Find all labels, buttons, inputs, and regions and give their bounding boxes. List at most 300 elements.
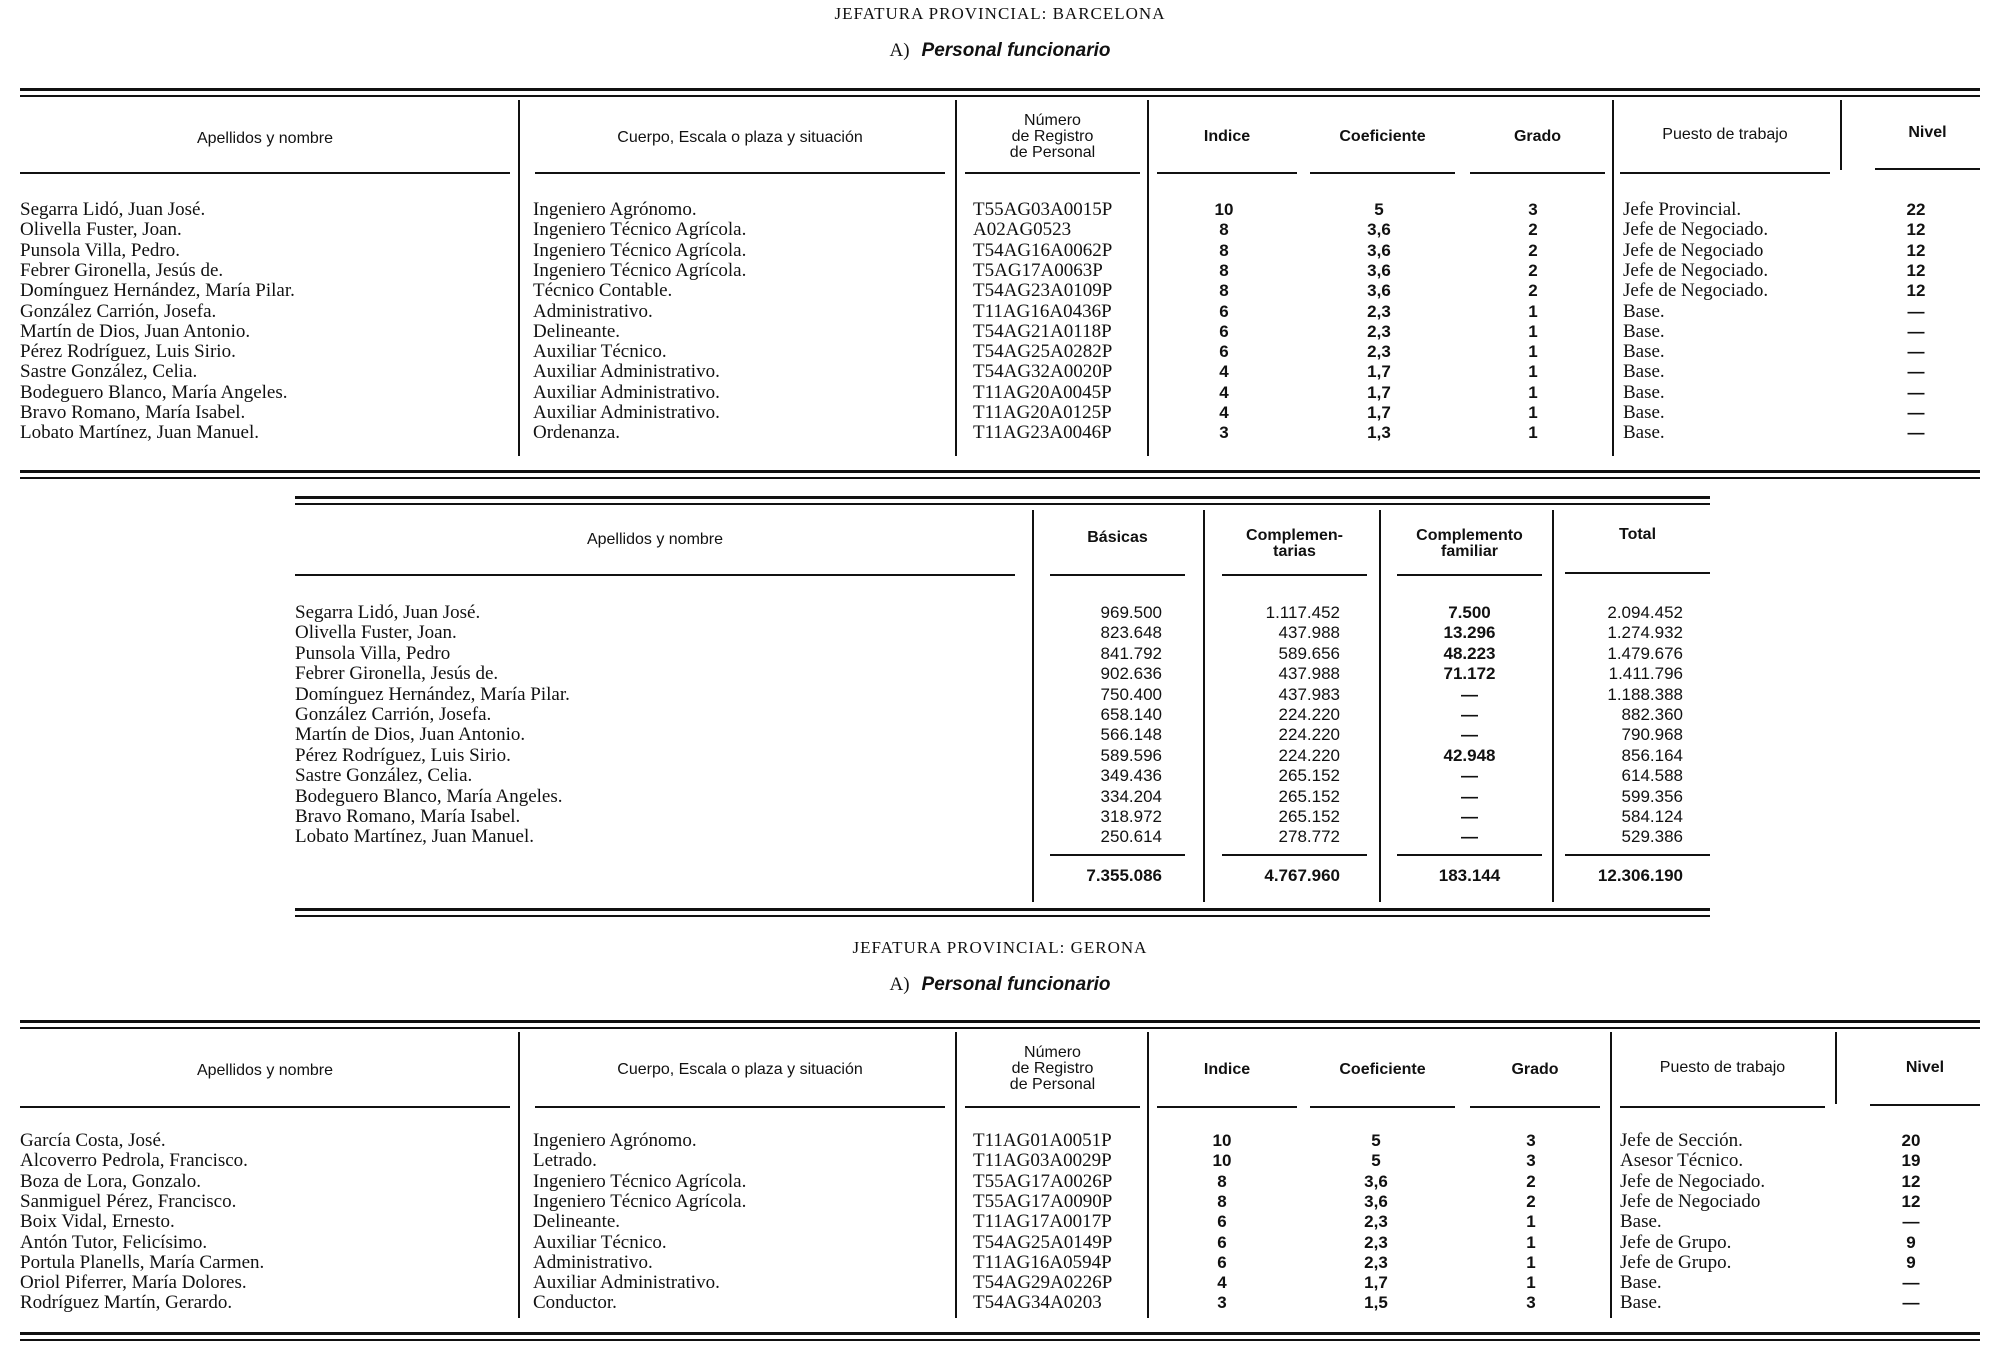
registro-cell: T11AG03A0029P <box>973 1150 1112 1172</box>
basicas-cell: 658.140 <box>1100 705 1162 724</box>
name-cell: González Carrión, Josefa. <box>20 300 217 322</box>
nivel-cell: 12 <box>1906 240 1926 260</box>
table-row <box>0 1212 2000 1232</box>
table-row <box>0 623 2000 643</box>
gerona-top-rule <box>20 1020 1980 1029</box>
name-cell: Punsola Villa, Pedro <box>295 642 451 664</box>
gerona-header-coeficiente: Coeficiente <box>1339 1061 1426 1078</box>
puesto-cell: Base. <box>1623 381 1665 403</box>
coeficiente-cell: 3,6 <box>1364 1171 1388 1191</box>
table-row <box>0 746 2000 766</box>
coeficiente-cell: 1,5 <box>1364 1293 1388 1313</box>
barcelona-header-underline <box>1310 172 1455 174</box>
familiar-cell: — <box>1461 684 1478 704</box>
salary-header-familiar-line: Complemento <box>1416 527 1523 544</box>
name-cell: Martín de Dios, Juan Antonio. <box>20 320 251 342</box>
salary-total-total: 12.306.190 <box>1597 866 1683 885</box>
name-cell: Bodeguero Blanco, María Angeles. <box>20 381 288 403</box>
name-cell: Pérez Rodríguez, Luis Sirio. <box>295 744 511 766</box>
puesto-cell: Base. <box>1623 341 1665 363</box>
grado-cell: 3 <box>1526 1131 1536 1150</box>
name-cell: Segarra Lidó, Juan José. <box>20 199 206 220</box>
name-cell: Rodríguez Martín, Gerardo. <box>20 1292 233 1314</box>
nivel-cell: — <box>1907 362 1925 382</box>
salary-header-underline <box>1565 572 1710 574</box>
indice-cell: 4 <box>1219 362 1229 382</box>
name-cell: Sastre González, Celia. <box>295 765 473 787</box>
salary-header-basicas: Básicas <box>1087 529 1148 546</box>
indice-cell: 6 <box>1219 321 1229 341</box>
name-cell: Pérez Rodríguez, Luis Sirio. <box>20 341 236 363</box>
grado-cell: 3 <box>1526 1293 1536 1313</box>
cuerpo-cell: Ordenanza. <box>533 422 621 444</box>
indice-cell: 8 <box>1217 1191 1227 1211</box>
registro-cell: T54AG21A0118P <box>973 320 1112 342</box>
coeficiente-cell: 2,3 <box>1364 1252 1388 1272</box>
nivel-cell: 12 <box>1906 220 1926 240</box>
gerona-header-underline <box>1310 1106 1455 1108</box>
coeficiente-cell: 5 <box>1371 1151 1381 1171</box>
barcelona-header-registro <box>965 113 1140 161</box>
barcelona-header-indice: Indice <box>1203 128 1251 145</box>
puesto-cell: Jefe de Grupo. <box>1620 1251 1732 1273</box>
familiar-cell: 7.500 <box>1448 603 1491 622</box>
salary-header-familiar-line: familiar <box>1441 543 1498 560</box>
gerona-bottom-rule <box>20 1332 1980 1341</box>
registro-cell: T5AG17A0063P <box>973 259 1103 281</box>
registro-cell: T11AG17A0017P <box>973 1211 1112 1233</box>
familiar-cell: — <box>1461 705 1478 724</box>
indice-cell: 4 <box>1219 382 1229 402</box>
barcelona-header-underline <box>1875 168 1980 170</box>
barcelona-header-underline <box>1620 172 1830 174</box>
table-row <box>0 403 2000 423</box>
gerona-header-underline <box>535 1106 945 1108</box>
nivel-cell: 12 <box>1901 1171 1921 1191</box>
basicas-cell: 589.596 <box>1100 745 1162 765</box>
table-row <box>0 322 2000 342</box>
table-row <box>0 342 2000 362</box>
table-row <box>0 1293 2000 1313</box>
barcelona-header-puesto: Puesto de trabajo <box>1662 126 1788 143</box>
gerona-header-underline <box>1470 1106 1600 1108</box>
table-row <box>0 302 2000 322</box>
gerona-header-puesto: Puesto de trabajo <box>1659 1059 1786 1076</box>
indice-cell: 6 <box>1219 301 1229 321</box>
familiar-cell: — <box>1461 827 1478 847</box>
name-cell: Punsola Villa, Pedro. <box>20 239 181 261</box>
table-row <box>0 685 2000 705</box>
grado-cell: 1 <box>1528 321 1538 341</box>
registro-cell: T55AG17A0090P <box>973 1190 1113 1212</box>
complementarias-cell: 224.220 <box>1278 705 1340 724</box>
nivel-cell: — <box>1902 1293 1920 1313</box>
cuerpo-cell: Delineante. <box>533 320 621 342</box>
grado-cell: 2 <box>1528 260 1538 280</box>
nivel-cell: — <box>1907 321 1925 341</box>
table-row <box>0 1192 2000 1212</box>
gerona-header-nivel: Nivel <box>1905 1059 1945 1076</box>
cuerpo-cell: Ingeniero Agrónomo. <box>533 1130 697 1151</box>
cuerpo-cell: Auxiliar Administrativo. <box>533 361 720 383</box>
registro-cell: T54AG16A0062P <box>973 239 1113 261</box>
name-cell: Olivella Fuster, Joan. <box>20 219 182 241</box>
gerona-header-registro-line: de Registro <box>1011 1060 1094 1077</box>
familiar-cell: — <box>1461 786 1478 806</box>
grado-cell: 3 <box>1526 1151 1536 1171</box>
barcelona-header-nivel: Nivel <box>1908 124 1947 141</box>
registro-cell: T11AG16A0436P <box>973 300 1112 322</box>
coeficiente-cell: 2,3 <box>1364 1212 1388 1232</box>
cuerpo-cell: Auxiliar Administrativo. <box>533 402 720 423</box>
name-cell: García Costa, José. <box>20 1130 166 1151</box>
barcelona-header-registro-line: Número <box>1024 112 1081 129</box>
indice-cell: 6 <box>1219 342 1229 362</box>
puesto-cell: Base. <box>1623 300 1665 322</box>
nivel-cell: 12 <box>1906 281 1926 301</box>
cuerpo-cell: Administrativo. <box>533 300 653 322</box>
cuerpo-cell: Ingeniero Técnico Agrícola. <box>533 1190 747 1212</box>
indice-cell: 4 <box>1217 1273 1227 1293</box>
coeficiente-cell: 2,3 <box>1367 321 1391 341</box>
coeficiente-cell: 1,7 <box>1367 362 1391 382</box>
gerona-header-grado: Grado <box>1511 1061 1559 1078</box>
grado-cell: 3 <box>1528 200 1538 219</box>
gerona-header-underline <box>1620 1106 1825 1108</box>
grado-cell: 1 <box>1528 382 1538 402</box>
table-row <box>0 705 2000 725</box>
grado-cell: 1 <box>1526 1232 1536 1252</box>
total-cell: 790.968 <box>1621 725 1683 745</box>
registro-cell: T55AG17A0026P <box>973 1170 1113 1192</box>
basicas-cell: 902.636 <box>1100 664 1162 684</box>
complementarias-cell: 589.656 <box>1278 643 1340 663</box>
complementarias-cell: 224.220 <box>1278 745 1340 765</box>
name-cell: Bravo Romano, María Isabel. <box>295 806 521 827</box>
name-cell: Oriol Piferrer, María Dolores. <box>20 1272 247 1294</box>
table-row <box>0 807 2000 827</box>
puesto-cell: Base. <box>1623 402 1665 423</box>
salary-sum-rule <box>1050 854 1185 856</box>
gerona-section-letter: A) <box>889 974 910 995</box>
salary-header-name: Apellidos y nombre <box>586 531 724 548</box>
registro-cell: T11AG23A0046P <box>973 422 1112 444</box>
indice-cell: 8 <box>1219 281 1229 301</box>
table-row <box>0 281 2000 301</box>
barcelona-section-letter: A) <box>889 40 910 61</box>
name-cell: Alcoverro Pedrola, Francisco. <box>20 1150 248 1172</box>
registro-cell: T55AG03A0015P <box>973 199 1113 220</box>
barcelona-header-underline <box>20 172 510 174</box>
coeficiente-cell: 3,6 <box>1367 281 1391 301</box>
registro-cell: T54AG25A0149P <box>973 1231 1113 1253</box>
puesto-cell: Asesor Técnico. <box>1620 1150 1744 1172</box>
complementarias-cell: 278.772 <box>1278 827 1340 847</box>
coeficiente-cell: 1,7 <box>1364 1273 1388 1293</box>
salary-header-underline <box>1222 574 1367 576</box>
table-row <box>0 200 2000 220</box>
gerona-header-underline <box>1870 1104 1980 1106</box>
grado-cell: 2 <box>1528 281 1538 301</box>
barcelona-col-divider <box>1840 100 1842 170</box>
table-row <box>0 766 2000 786</box>
salary-bottom-rule <box>295 908 1710 917</box>
nivel-cell: 9 <box>1906 1252 1916 1272</box>
coeficiente-cell: 3,6 <box>1364 1191 1388 1211</box>
salary-totals-row <box>0 866 2000 886</box>
table-row <box>0 220 2000 240</box>
salary-total-complementarias: 4.767.960 <box>1264 866 1340 885</box>
grado-cell: 1 <box>1528 423 1538 443</box>
name-cell: Sanmiguel Pérez, Francisco. <box>20 1190 237 1212</box>
gerona-header-underline <box>1157 1106 1297 1108</box>
familiar-cell: — <box>1461 807 1478 826</box>
puesto-cell: Jefe de Sección. <box>1620 1130 1743 1151</box>
coeficiente-cell: 3,6 <box>1367 220 1391 240</box>
familiar-cell: 71.172 <box>1443 664 1496 684</box>
table-row <box>0 787 2000 807</box>
puesto-cell: Jefe de Negociado. <box>1623 280 1769 302</box>
nivel-cell: — <box>1907 301 1925 321</box>
puesto-cell: Base. <box>1623 320 1665 342</box>
registro-cell: T11AG20A0125P <box>973 402 1112 423</box>
cuerpo-cell: Delineante. <box>533 1211 621 1233</box>
gerona-header-registro <box>965 1045 1140 1093</box>
name-cell: Sastre González, Celia. <box>20 361 198 383</box>
nivel-cell: 22 <box>1906 200 1926 219</box>
grado-cell: 1 <box>1528 403 1538 422</box>
basicas-cell: 334.204 <box>1100 786 1162 806</box>
barcelona-header-underline <box>965 172 1140 174</box>
cuerpo-cell: Ingeniero Técnico Agrícola. <box>533 1170 747 1192</box>
complementarias-cell: 437.988 <box>1278 623 1340 643</box>
complementarias-cell: 437.983 <box>1278 684 1340 704</box>
puesto-cell: Base. <box>1623 422 1665 444</box>
puesto-cell: Base. <box>1620 1211 1662 1233</box>
complementarias-cell: 1.117.452 <box>1265 603 1340 622</box>
coeficiente-cell: 1,7 <box>1367 382 1391 402</box>
barcelona-top-rule <box>20 88 1980 97</box>
coeficiente-cell: 2,3 <box>1367 301 1391 321</box>
indice-cell: 8 <box>1219 240 1229 260</box>
total-cell: 856.164 <box>1621 745 1683 765</box>
registro-cell: T54AG32A0020P <box>973 361 1113 383</box>
gerona-section-heading <box>0 974 2000 996</box>
total-cell: 882.360 <box>1621 705 1683 724</box>
nivel-cell: 20 <box>1901 1131 1921 1150</box>
puesto-cell: Jefe de Negociado <box>1623 239 1764 261</box>
table-row <box>0 644 2000 664</box>
name-cell: Febrer Gironella, Jesús de. <box>20 259 224 281</box>
coeficiente-cell: 1,3 <box>1367 423 1391 443</box>
gerona-header-underline <box>20 1106 510 1108</box>
indice-cell: 6 <box>1217 1212 1227 1232</box>
name-cell: Bodeguero Blanco, María Angeles. <box>295 785 563 807</box>
salary-sum-rule <box>1397 854 1542 856</box>
grado-cell: 1 <box>1526 1273 1536 1293</box>
grado-cell: 2 <box>1528 220 1538 240</box>
complementarias-cell: 265.152 <box>1278 786 1340 806</box>
barcelona-header-grado: Grado <box>1513 128 1562 145</box>
cuerpo-cell: Auxiliar Administrativo. <box>533 381 720 403</box>
indice-cell: 10 <box>1212 1151 1232 1171</box>
cuerpo-cell: Letrado. <box>533 1150 597 1172</box>
registro-cell: A02AG0523 <box>973 219 1072 241</box>
familiar-cell: 13.296 <box>1443 623 1496 643</box>
barcelona-section-heading <box>0 40 2000 62</box>
cuerpo-cell: Ingeniero Técnico Agrícola. <box>533 219 747 241</box>
basicas-cell: 566.148 <box>1100 725 1162 745</box>
cuerpo-cell: Auxiliar Técnico. <box>533 341 667 363</box>
grado-cell: 1 <box>1526 1252 1536 1272</box>
registro-cell: T54AG34A0203 <box>973 1292 1102 1314</box>
grado-cell: 1 <box>1528 301 1538 321</box>
salary-total-basicas: 7.355.086 <box>1086 866 1162 885</box>
table-row <box>0 241 2000 261</box>
puesto-cell: Jefe de Negociado. <box>1620 1170 1766 1192</box>
salary-header-complementarias-line: tarias <box>1273 543 1316 560</box>
name-cell: González Carrión, Josefa. <box>295 704 492 725</box>
barcelona-header-registro-line: de Registro <box>1011 128 1094 145</box>
name-cell: Boix Vidal, Ernesto. <box>20 1211 175 1233</box>
table-row <box>0 383 2000 403</box>
total-cell: 2.094.452 <box>1607 603 1683 622</box>
grado-cell: 1 <box>1526 1212 1536 1232</box>
salary-header-familiar <box>1397 528 1542 560</box>
nivel-cell: 9 <box>1906 1232 1916 1252</box>
nivel-cell: — <box>1907 342 1925 362</box>
complementarias-cell: 224.220 <box>1278 725 1340 745</box>
table-row <box>0 1233 2000 1253</box>
gerona-header-name: Apellidos y nombre <box>196 1062 334 1079</box>
nivel-cell: — <box>1907 382 1925 402</box>
grado-cell: 1 <box>1528 342 1538 362</box>
table-row <box>0 664 2000 684</box>
barcelona-bottom-rule <box>20 470 1980 479</box>
puesto-cell: Jefe de Negociado. <box>1623 259 1769 281</box>
cuerpo-cell: Administrativo. <box>533 1251 653 1273</box>
gerona-header-underline <box>965 1106 1140 1108</box>
coeficiente-cell: 3,6 <box>1367 240 1391 260</box>
gerona-col-divider <box>1835 1032 1837 1104</box>
salary-header-complementarias <box>1222 528 1367 560</box>
table-row <box>0 1151 2000 1171</box>
nivel-cell: — <box>1902 1273 1920 1293</box>
name-cell: Segarra Lidó, Juan José. <box>295 602 481 623</box>
registro-cell: T54AG25A0282P <box>973 341 1113 363</box>
puesto-cell: Base. <box>1620 1292 1662 1314</box>
table-row <box>0 725 2000 745</box>
barcelona-header-coeficiente: Coeficiente <box>1339 128 1426 145</box>
indice-cell: 10 <box>1214 200 1234 219</box>
cuerpo-cell: Conductor. <box>533 1292 617 1314</box>
grado-cell: 2 <box>1528 240 1538 260</box>
gerona-title: JEFATURA PROVINCIAL: GERONA <box>852 938 1148 957</box>
coeficiente-cell: 1,7 <box>1367 403 1391 422</box>
name-cell: Lobato Martínez, Juan Manuel. <box>295 826 535 848</box>
gerona-header-registro-line: Número <box>1024 1044 1081 1061</box>
gerona-header-indice: Indice <box>1203 1061 1251 1078</box>
name-cell: Bravo Romano, María Isabel. <box>20 402 246 423</box>
indice-cell: 6 <box>1217 1232 1227 1252</box>
cuerpo-cell: Ingeniero Técnico Agrícola. <box>533 259 747 281</box>
total-cell: 584.124 <box>1621 807 1683 826</box>
indice-cell: 8 <box>1219 220 1229 240</box>
nivel-cell: 12 <box>1901 1191 1921 1211</box>
puesto-cell: Jefe Provincial. <box>1623 199 1742 220</box>
indice-cell: 3 <box>1217 1293 1227 1313</box>
coeficiente-cell: 2,3 <box>1364 1232 1388 1252</box>
coeficiente-cell: 5 <box>1371 1131 1381 1150</box>
indice-cell: 4 <box>1219 403 1229 422</box>
familiar-cell: 48.223 <box>1443 643 1496 663</box>
coeficiente-cell: 5 <box>1374 200 1384 219</box>
puesto-cell: Jefe de Grupo. <box>1620 1231 1732 1253</box>
total-cell: 599.356 <box>1621 786 1683 806</box>
cuerpo-cell: Técnico Contable. <box>533 280 673 302</box>
table-row <box>0 1131 2000 1151</box>
name-cell: Boza de Lora, Gonzalo. <box>20 1170 201 1192</box>
barcelona-header-registro-line: de Personal <box>1009 144 1096 161</box>
name-cell: Domínguez Hernández, María Pilar. <box>20 280 295 302</box>
name-cell: Antón Tutor, Felicísimo. <box>20 1231 208 1253</box>
salary-header-underline <box>295 574 1015 576</box>
registro-cell: T11AG01A0051P <box>973 1130 1112 1151</box>
table-row <box>0 362 2000 382</box>
total-cell: 1.274.932 <box>1607 623 1683 643</box>
name-cell: Lobato Martínez, Juan Manuel. <box>20 422 260 444</box>
indice-cell: 10 <box>1212 1131 1232 1150</box>
indice-cell: 8 <box>1219 260 1229 280</box>
indice-cell: 6 <box>1217 1252 1227 1272</box>
basicas-cell: 750.400 <box>1100 684 1162 704</box>
salary-total-familiar: 183.144 <box>1438 866 1501 885</box>
basicas-cell: 318.972 <box>1100 807 1162 826</box>
barcelona-header-underline <box>1157 172 1297 174</box>
name-cell: Olivella Fuster, Joan. <box>295 622 457 644</box>
puesto-cell: Jefe de Negociado <box>1620 1190 1761 1212</box>
name-cell: Domínguez Hernández, María Pilar. <box>295 683 570 705</box>
registro-cell: T11AG16A0594P <box>973 1251 1112 1273</box>
barcelona-header-name: Apellidos y nombre <box>196 130 334 147</box>
salary-header-underline <box>1397 574 1542 576</box>
indice-cell: 3 <box>1219 423 1229 443</box>
table-row <box>0 423 2000 443</box>
cuerpo-cell: Ingeniero Técnico Agrícola. <box>533 239 747 261</box>
salary-sum-rule <box>1565 854 1710 856</box>
table-row <box>0 1172 2000 1192</box>
puesto-cell: Base. <box>1620 1272 1662 1294</box>
salary-top-rule <box>295 496 1710 505</box>
salary-sum-rule <box>1222 854 1367 856</box>
basicas-cell: 349.436 <box>1100 766 1162 786</box>
grado-cell: 2 <box>1526 1191 1536 1211</box>
nivel-cell: — <box>1907 423 1925 443</box>
table-row <box>0 1273 2000 1293</box>
familiar-cell: — <box>1461 766 1478 786</box>
cuerpo-cell: Ingeniero Agrónomo. <box>533 199 697 220</box>
cuerpo-cell: Auxiliar Administrativo. <box>533 1272 720 1294</box>
name-cell: Portula Planells, María Carmen. <box>20 1251 265 1273</box>
registro-cell: T54AG29A0226P <box>973 1272 1113 1294</box>
nivel-cell: — <box>1907 403 1925 422</box>
complementarias-cell: 437.988 <box>1278 664 1340 684</box>
barcelona-header-cuerpo: Cuerpo, Escala o plaza y situación <box>617 129 863 146</box>
complementarias-cell: 265.152 <box>1278 807 1340 826</box>
nivel-cell: 19 <box>1901 1151 1921 1171</box>
basicas-cell: 969.500 <box>1100 603 1162 622</box>
barcelona-header-underline <box>535 172 945 174</box>
